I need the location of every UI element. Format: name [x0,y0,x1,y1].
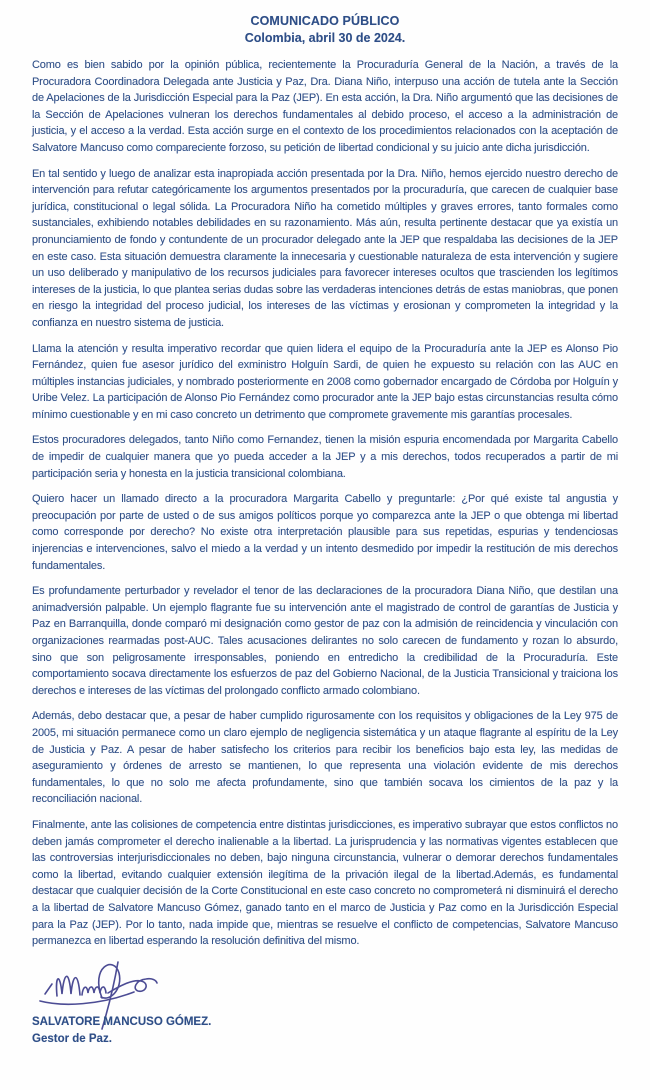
paragraph-alonso-pio-fernandez: Llama la atención y resulta imperativo recordar que quien lidera el equipo de la Procuraduría ante la JEP es Alonso Pio Fernández, quien fue asesor jurídico del exministro Holguín Sardi, de quien he expuesto su relación con las AUC en múltiples instancias judiciales, y nombrado posteriormente en 2008 como gobernador encargado de Córdoba por Holguín y Uribe Velez. La participación de Alonso Pio Fernández como procurador ante la JEP bajo estas circunstancias resulta cómo mínimo cuestionable y en mi caso concreto un detrimento que compromete gravemente mis garantías procesales. [32,342,618,421]
paragraph-tutela-context: Como es bien sabido por la opinión pública, recientemente la Procuraduría General de la Nación, a través de la Procuradora Coordinadora Delegada ante Justicia y Paz, Dra. Diana Niño, interpuso una acción de tutela ante la Sección de Apelaciones de la Jurisdicción Especial para la Paz (JEP). En esta acción, la Dra. Niño argumentó que las decisiones de la Sección de Apelaciones vulneran los derechos fundamentales al debido proceso, el acceso a la administración de justicia, y el acceso a la verdad. Esta acción surge en el contexto de los procedimientos relacionados con la aceptación de Salvatore Mancuso como compareciente forzoso, su petición de libertad condicional y su juicio ante dicha jurisdicción. [32,59,618,154]
paragraph-ley-975: Además, debo destacar que, a pesar de haber cumplido rigurosamente con los requisitos y obligaciones de la Ley 975 de 2005, mi situación permanece como un claro ejemplo de negligencia sistemática y un ataque flagrante al espíritu de la Ley de Justicia y Paz. A pesar de haber satisfecho los criterios para recibir los beneficios bajo esta ley, las medidas de aseguramiento y órdenes de arresto se mantienen, lo que representa una violación evidente de mis derechos fundamentales, lo que no solo me afecta profundamente, sino que también socava los cimientos de la paz y la reconciliación nacional. [32,710,618,806]
signature-block [32,953,618,1046]
paragraph-refutation: En tal sentido y luego de analizar esta inapropiada acción presentada por la Dra. Niño, hemos ejercido nuestro derecho de intervención para refutar categóricamente los argumentos presentados por la procuraduría, que carecen de cualquier base jurídica, constitucional o legal sólida. La Procuradora Niño ha cometido múltiples y graves errores, tanto formales como sustanciales, exhibiendo notables debilidades en su razonamiento. Más aún, resulta pertinente destacar que ya existía un pronunciamiento de fondo y contundente de un procurador delegado ante la JEP que respaldaba las decisiones de la JEP en este caso. Esta situación demuestra claramente la innecesaria y cuestionable naturaleza de esta intervención y sugiere un uso deliberado y manipulativo de los recursos judiciales para favorecer intereses ocultos que trascienden los legítimos intereses de la justicia, lo que plantea serias dudas sobre las verdaderas intenciones detrás de estas maniobras, que ponen en riesgo la integridad del proceso judicial, los intereses de las víctimas y erosionan y comprometen la integridad y la confianza en nuestro sistema de justicia. [32,167,618,329]
document-header [32,13,618,46]
signatory-name: SALVATORE MANCUSO GÓMEZ. [32,1015,212,1028]
paragraph-colisiones-competencia: Finalmente, ante las colisiones de competencia entre distintas jurisdicciones, es imperativo subrayar que estos conflictos no deben jamás comprometer el derecho inalienable a la libertad. La jurisprudencia y las normativas vigentes establecen que las controversias interjurisdiccionales no deben, bajo ninguna circunstancia, vulnerar o demorar derechos fundamentales como la libertad, evitando cualquier extensión ilegítima de la privación ilegal de la libertad.Además, es fundamental destacar que cualquier decisión de la Corte Constitucional en este caso concreto no comprometerá ni disminuirá el derecho a la libertad de Salvatore Mancuso Gómez, ganado tanto en el marco de Justicia y Paz como en la Jurisdicción Especial para la Paz (JEP). Por lo tanto, nada impide que, mientras se resuelve el conflicto de competencias, Salvatore Mancuso permanezca en libertad esperando la resolución definitiva del mismo. [32,818,618,948]
paragraph-llamado-margarita-cabello: Quiero hacer un llamado directo a la procuradora Margarita Cabello y preguntarle: ¿Por qué existe tal angustia y preocupación por parte de usted o de sus amigos políticos porque yo comparezca ante la JEP o que obtenga mi libertad como corresponde por derecho? No existe otra interpretación plausible para sus repetidas, espurias y tendenciosas injerencias e intervenciones, salvo el miedo a la verdad y un intento desmedido por impedir la restitución de mis derechos fundamentales. [32,493,618,572]
paragraph-declaraciones-diana-nino: Es profundamente perturbador y revelador el tenor de las declaraciones de la procuradora Diana Niño, que destilan una animadversión palpable. Un ejemplo flagrante fue su intervención ante el magistrado de control de garantías de Justicia y Paz en Barranquilla, donde comparó mi designación como gestor de paz con la admisión de reincidencia y vinculación con organizaciones rearmadas post-AUC. Tales acusaciones delirantes no solo carecen de fundamento y rozan lo absurdo, sino que son peligrosamente irresponsables, poniendo en entredicho la credibilidad de la Procuraduría. Este comportamiento socava directamente los esfuerzos de paz del Gobierno Nacional, de la Justicia Transicional y traiciona los derechos e intereses de las víctimas del prolongado conflicto armado colombiano. [32,585,618,697]
document-date: Colombia, abril 30 de 2024. [244,31,406,45]
signatory-role: Gestor de Paz. [32,1032,112,1045]
document-title: COMUNICADO PÚBLICO [250,14,400,28]
paragraph-mision-espuria: Estos procuradores delegados, tanto Niño como Fernandez, tienen la misión espuria encomendada por Margarita Cabello de impedir de cualquier manera que yo pueda acceder a la JEP y a mis derechos, todos recuperados a partir de mi participación seria y honesta en la justicia transicional colombiana. [32,434,618,480]
